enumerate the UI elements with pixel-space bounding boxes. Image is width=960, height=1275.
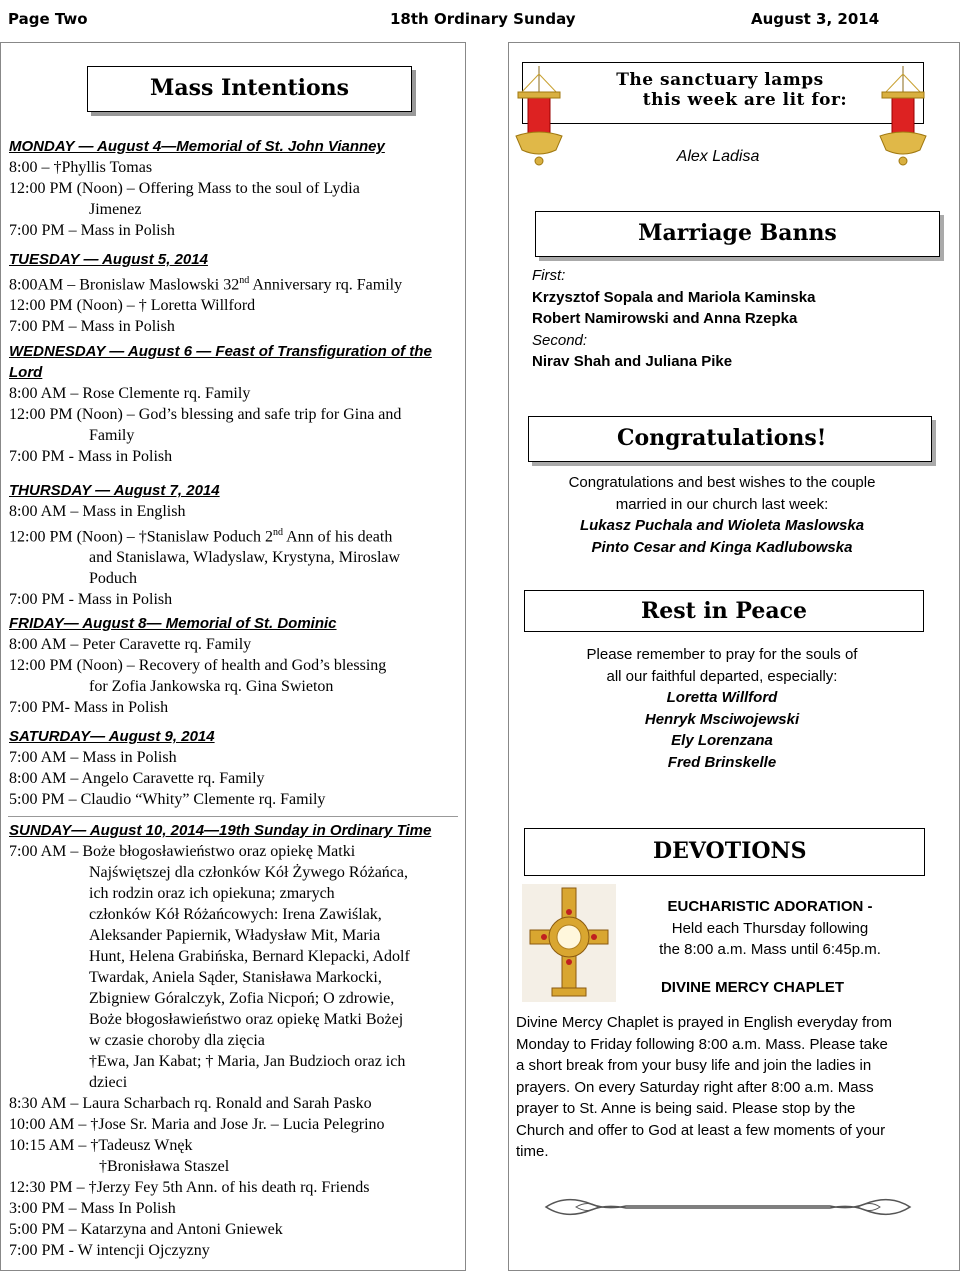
rest-in-peace-title: Rest in Peace xyxy=(524,590,924,632)
tuesday-block xyxy=(9,249,461,337)
chaplet-line: Monday to Friday following 8:00 a.m. Mass. Please take xyxy=(516,1035,888,1053)
monstrance-icon xyxy=(522,884,616,1002)
intention-line: dzieci xyxy=(89,1074,128,1091)
banns-label: First: xyxy=(532,267,566,284)
chaplet-line: a short break from your busy life and join the ladies in xyxy=(516,1057,872,1074)
wednesday-block xyxy=(9,341,461,467)
chaplet-text xyxy=(516,1012,936,1163)
intention-line: and Stanislawa, Wladyslaw, Krystyna, Miroslaw xyxy=(89,549,401,567)
adoration-line: Held each Thursday following xyxy=(671,919,869,937)
friday-block xyxy=(9,613,461,718)
intention-line: †Ewa, Jan Kabat; † Maria, Jan Budzioch oraz ich xyxy=(89,1053,406,1070)
thursday-block xyxy=(9,480,461,610)
page-number: Page Two xyxy=(8,10,88,28)
intention-line: ich rodzin oraz ich opiekuna; zmarych xyxy=(89,885,335,902)
page-header xyxy=(0,0,960,38)
title-line: The sanctuary lamps xyxy=(616,70,824,90)
mass-intentions-title: Mass Intentions xyxy=(87,66,412,112)
intention-line: 7:00 PM - Mass in Polish xyxy=(9,591,173,609)
chaplet-line: time. xyxy=(516,1143,549,1160)
bulletin-date: August 3, 2014 xyxy=(751,10,880,28)
congrats-line: Congratulations and best wishes to the couple xyxy=(568,474,876,491)
intention-line: Poduch xyxy=(89,570,137,588)
married-couple: Lukasz Puchala and Wioleta Maslowska xyxy=(579,517,865,534)
banns-label: Second: xyxy=(532,331,588,349)
intention-line: 10:15 AM – †Tadeusz Wnęk xyxy=(9,1137,193,1154)
saturday-block xyxy=(9,726,461,810)
intention-line: 8:00 – †Phyllis Tomas xyxy=(9,159,153,176)
congrats-line: married in our church last week: xyxy=(615,495,829,513)
intention-line: Najświętszej dla członków Kół Żywego Różańca, xyxy=(89,864,409,881)
monday-heading: MONDAY — August 4—Memorial of St. John Vianney xyxy=(9,138,385,155)
adoration-info xyxy=(630,896,910,961)
departed-name: Ely Lorenzana xyxy=(671,732,773,749)
rest-in-peace-text xyxy=(522,644,922,773)
chaplet-line: Divine Mercy Chaplet is prayed in English everyday from xyxy=(516,1014,892,1031)
intention-line: 8:00 AM – Rose Clemente rq. Family xyxy=(9,385,251,402)
chaplet-line: Church and offer to God at least a few moments of your xyxy=(516,1121,886,1139)
departed-name: Fred Brinskelle xyxy=(667,753,777,771)
rip-line: Please remember to pray for the souls of xyxy=(586,646,858,663)
banns-couple: Krzysztof Sopala and Mariola Kaminska xyxy=(532,288,816,306)
intention-line: Jimenez xyxy=(89,201,142,218)
intention-line: Family xyxy=(89,427,135,444)
title-line: this week are lit for: xyxy=(642,90,848,110)
intention-line: 8:00 AM – Mass in English xyxy=(9,503,186,520)
wednesday-heading: WEDNESDAY — August 6 — Feast of Transfiguration of the xyxy=(9,343,432,360)
banns-couple: Nirav Shah and Juliana Pike xyxy=(532,353,733,370)
intention-line: 12:00 PM (Noon) – † Loretta Willford xyxy=(9,297,256,315)
intention-line: 7:00 PM - Mass in Polish xyxy=(9,448,173,465)
intention-line: for Zofia Jankowska rq. Gina Swieton xyxy=(89,678,334,695)
intention-line: w czasie choroby dla zięcia xyxy=(89,1032,265,1049)
intention-line: †Bronisława Staszel xyxy=(99,1158,230,1175)
sunday-block xyxy=(9,820,461,1261)
intention-line: 3:00 PM – Mass In Polish xyxy=(9,1200,176,1217)
sunday-heading: SUNDAY— August 10, 2014—19th Sunday in Ordinary Time xyxy=(9,822,432,839)
adoration-line: the 8:00 a.m. Mass until 6:45p.m. xyxy=(659,941,881,958)
chaplet-line: prayer to St. Anne is being said. Please stop by the xyxy=(516,1100,856,1117)
thursday-heading: THURSDAY — August 7, 2014 xyxy=(9,482,220,499)
intention-line: 8:00AM – Bronislaw Maslowski 32nd Anniversary rq. Family xyxy=(9,275,403,294)
intention-line: 7:00 PM – Mass in Polish xyxy=(9,318,175,336)
congratulations-text xyxy=(522,472,922,558)
intention-line: 7:00 AM – Boże błogosławieństwo oraz opiekę Matki xyxy=(9,843,356,860)
marriage-banns-title: Marriage Banns xyxy=(535,211,940,257)
intention-line: 5:00 PM – Claudio “Whity” Clemente rq. Family xyxy=(9,791,326,808)
intention-line: 7:00 AM – Mass in Polish xyxy=(9,749,177,766)
intention-line: 7:00 PM- Mass in Polish xyxy=(9,699,169,716)
rip-line: all our faithful departed, especially: xyxy=(606,667,838,685)
tuesday-heading: TUESDAY — August 5, 2014 xyxy=(9,251,208,268)
intention-line: 12:00 PM (Noon) – †Stanislaw Poduch 2nd Ann of his death xyxy=(9,527,393,546)
married-couple: Pinto Cesar and Kinga Kadlubowska xyxy=(591,538,853,556)
chaplet-heading: DIVINE MERCY CHAPLET xyxy=(660,979,845,996)
monday-block xyxy=(9,136,461,241)
intention-line: 7:00 PM – Mass in Polish xyxy=(9,222,175,239)
intention-line: 10:00 AM – †Jose Sr. Maria and Jose Jr. – Lucia Pelegrino xyxy=(9,1116,385,1133)
intention-line: Zbigniew Góralczyk, Zofia Nicpoń; O zdrowie, xyxy=(89,990,395,1007)
lamp-dedication: Alex Ladisa xyxy=(676,148,760,165)
banns-couple: Robert Namirowski and Anna Rzepka xyxy=(532,310,798,327)
lamp-icon xyxy=(872,66,934,176)
sanctuary-lamps-title xyxy=(560,70,880,110)
divider xyxy=(8,816,458,818)
intention-line: Twardak, Aniela Sąder, Stanisława Markocki, xyxy=(89,969,382,986)
intention-line: Aleksander Papiernik, Władysław Mit, Maria xyxy=(89,927,381,944)
intention-line: 8:30 AM – Laura Scharbach rq. Ronald and Sarah Pasko xyxy=(9,1095,372,1112)
intention-line: 8:00 AM – Angelo Caravette rq. Family xyxy=(9,770,265,787)
intention-line: 12:30 PM – †Jerzy Fey 5th Ann. of his death rq. Friends xyxy=(9,1179,370,1196)
devotions-title: DEVOTIONS xyxy=(524,828,925,876)
intention-line: Hunt, Helena Grabińska, Bernard Klepacki, Adolf xyxy=(89,948,410,965)
intention-line: członków Kół Różańcowych: Irena Zawiślak, xyxy=(89,906,382,923)
departed-name: Loretta Willford xyxy=(666,689,778,706)
adoration-heading: EUCHARISTIC ADORATION - xyxy=(667,898,873,915)
wednesday-heading-cont: Lord xyxy=(9,364,43,381)
friday-heading: FRIDAY— August 8— Memorial of St. Dominic xyxy=(9,615,337,632)
departed-name: Henryk Msciwojewski xyxy=(644,710,800,728)
marriage-banns-list xyxy=(532,265,932,373)
congratulations-title: Congratulations! xyxy=(528,416,932,462)
intention-line: 12:00 PM (Noon) – Recovery of health and God’s blessing xyxy=(9,657,387,674)
saturday-heading: SATURDAY— August 9, 2014 xyxy=(9,728,215,745)
intention-line: 7:00 PM - W intencji Ojczyzny xyxy=(9,1242,210,1259)
intention-line: 5:00 PM – Katarzyna and Antoni Gniewek xyxy=(9,1221,283,1238)
intention-line: 8:00 AM – Peter Caravette rq. Family xyxy=(9,636,252,653)
ornamental-divider xyxy=(536,1192,920,1222)
liturgical-day: 18th Ordinary Sunday xyxy=(390,10,576,28)
intention-line: 12:00 PM (Noon) – God’s blessing and safe trip for Gina and xyxy=(9,406,402,423)
intention-line: 12:00 PM (Noon) – Offering Mass to the soul of Lydia xyxy=(9,180,360,197)
intention-line: Boże błogosławieństwo oraz opiekę Matki Bożej xyxy=(89,1011,404,1028)
chaplet-line: prayers. On every Saturday right after 8:00 a.m. Mass xyxy=(516,1078,874,1096)
